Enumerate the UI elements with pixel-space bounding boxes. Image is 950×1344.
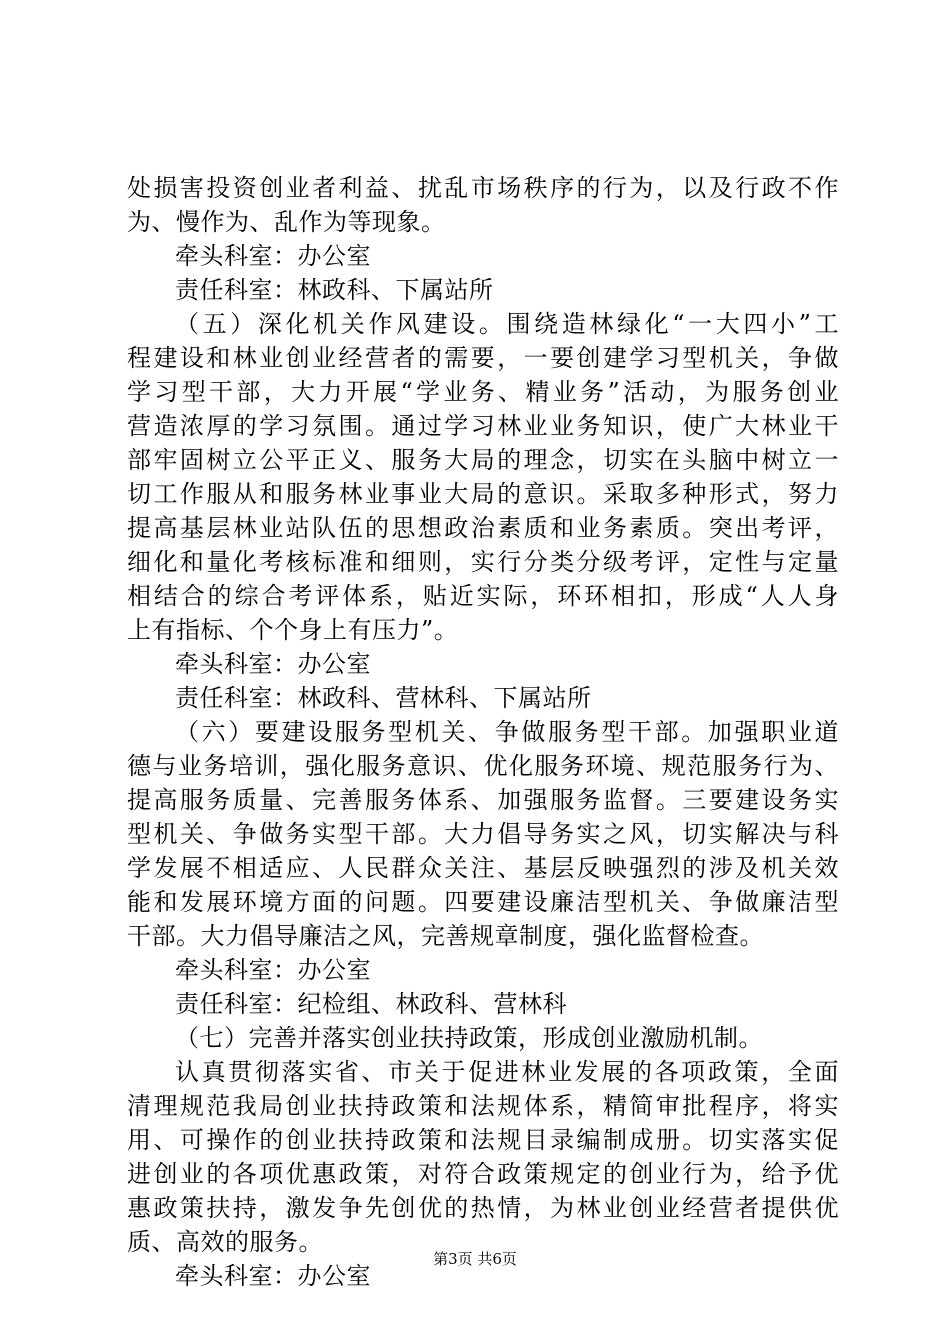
text-line: （六）要建设服务型机关、争做服务型干部。加强职业道 [175, 718, 839, 746]
text-line: 细化和量化考核标准和细则，实行分类分级考评，定性与定量 [127, 548, 839, 576]
document-body [127, 171, 839, 1293]
text-line: 切工作服从和服务林业事业大局的意识。采取多种形式，努力 [127, 480, 839, 508]
text-line: 程建设和林业创业经营者的需要，一要创建学习型机关，争做 [127, 344, 839, 372]
text-line: 用、可操作的创业扶持政策和法规目录编制成册。切实落实促 [127, 1126, 839, 1154]
text-line: 认真贯彻落实省、市关于促进林业发展的各项政策，全面 [175, 1058, 839, 1086]
text-line: 型机关、争做务实型干部。大力倡导务实之风，切实解决与科 [127, 820, 839, 848]
text-line: 责任科室：纪检组、林政科、营林科 [175, 990, 567, 1018]
text-line: 牵头科室：办公室 [175, 650, 371, 678]
text-line: 营造浓厚的学习氛围。通过学习林业业务知识，使广大林业干 [127, 412, 839, 440]
text-line: 牵头科室：办公室 [175, 1262, 371, 1290]
text-line: 为、慢作为、乱作为等现象。 [127, 208, 446, 236]
text-line: 惠政策扶持，激发争先创优的热情，为林业创业经营者提供优 [127, 1194, 839, 1222]
text-line: 质、高效的服务。 [127, 1228, 323, 1256]
text-line: 上有指标、个个身上有压力”。 [127, 616, 459, 644]
text-line: 处损害投资创业者利益、扰乱市场秩序的行为，以及行政不作 [127, 174, 839, 202]
text-line: 提高基层林业站队伍的思想政治素质和业务素质。突出考评， [127, 514, 839, 542]
text-line: 牵头科室：办公室 [175, 242, 371, 270]
text-line: 提高服务质量、完善服务体系、加强服务监督。三要建设务实 [127, 786, 839, 814]
text-line: 责任科室：林政科、下属站所 [175, 276, 494, 304]
text-line: 责任科室：林政科、营林科、下属站所 [175, 684, 592, 712]
page-number-footer: 第3页 共6页 [433, 1250, 517, 1268]
text-line: （七）完善并落实创业扶持政策，形成创业激励机制。 [175, 1024, 763, 1052]
text-line: 德与业务培训，强化服务意识、优化服务环境、规范服务行为、 [127, 752, 839, 780]
text-line: 学习型干部，大力开展“学业务、精业务”活动，为服务创业 [127, 378, 839, 406]
text-line: 能和发展环境方面的问题。四要建设廉洁型机关、争做廉洁型 [127, 888, 839, 916]
text-line: 牵头科室：办公室 [175, 956, 371, 984]
text-line: 清理规范我局创业扶持政策和法规体系，精简审批程序，将实 [127, 1092, 839, 1120]
text-line: 进创业的各项优惠政策，对符合政策规定的创业行为，给予优 [127, 1160, 839, 1188]
text-line: 部牢固树立公平正义、服务大局的理念，切实在头脑中树立一 [127, 446, 839, 474]
text-line: 相结合的综合考评体系，贴近实际，环环相扣，形成“人人身 [127, 582, 839, 610]
text-line: 学发展不相适应、人民群众关注、基层反映强烈的涉及机关效 [127, 854, 839, 882]
text-line: （五）深化机关作风建设。围绕造林绿化“一大四小”工 [175, 310, 839, 338]
text-line: 干部。大力倡导廉洁之风，完善规章制度，强化监督检查。 [127, 922, 764, 950]
